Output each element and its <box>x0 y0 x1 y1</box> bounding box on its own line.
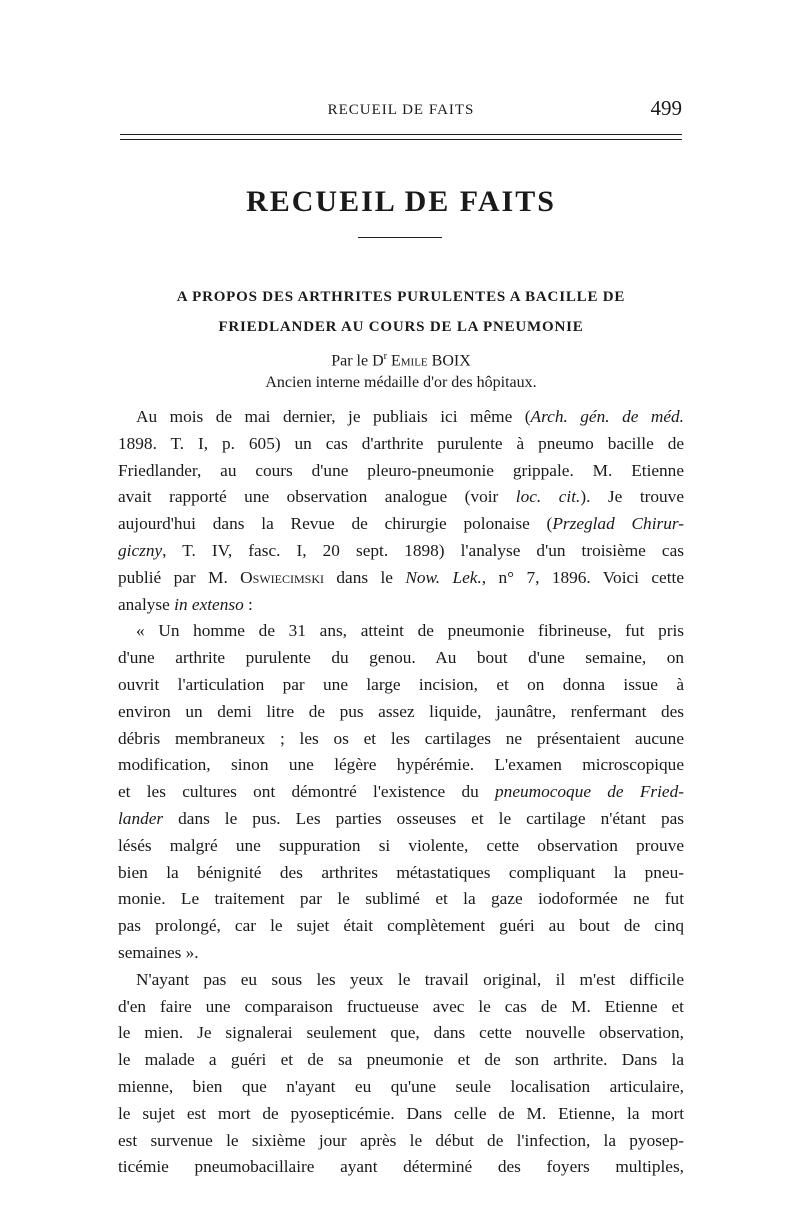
body-line: ticémie pneumobacillaire ayant déterminé des foyers multiples, <box>118 1157 684 1177</box>
article-title <box>120 282 682 342</box>
body-line: est survenue le sixième jour après le début de l'infection, la pyosep- <box>118 1130 684 1150</box>
body-line: 1898. T. I, p. 605) un cas d'arthrite purulente à pneumo bacille de <box>118 433 684 453</box>
article-body <box>118 404 684 1181</box>
body-line: le malade a guéri et de sa pneumonie et de son arthrite. Dans la <box>118 1050 684 1070</box>
body-line: N'ayant pas eu sous les yeux le travail original, il m'est difficile <box>136 969 684 989</box>
body-line: mienne, bien que n'ayant eu qu'une seule localisation articulaire, <box>118 1076 684 1096</box>
body-line: le sujet est mort de pyosepticémie. Dans celle de M. Etienne, la mort <box>118 1103 684 1123</box>
body-line: monie. Le traitement par le sublimé et la gaze iodoformée ne fut <box>118 889 684 909</box>
body-line: avait rapporté une observation analogue (voir loc. cit.). Je trouve <box>118 487 684 507</box>
running-head <box>120 96 682 126</box>
byline-title-sup: r <box>383 351 387 362</box>
body-line: modification, sinon une légère hypérémie. L'examen microscopique <box>118 755 684 775</box>
body-line: analyse in extenso : <box>118 594 253 614</box>
body-line: ouvrit l'articulation par une large incision, et on donna issue à <box>118 674 684 694</box>
body-line: d'en faire une comparaison fructueuse avec le cas de M. Etienne et <box>118 996 684 1016</box>
author-affiliation: Ancien interne médaille d'or des hôpitaux. <box>265 374 537 392</box>
body-line: Friedlander, au cours d'une pleuro-pneumonie grippale. M. Etienne <box>118 460 684 480</box>
article-title-line-2: FRIEDLANDER AU COURS DE LA PNEUMONIE <box>218 319 584 335</box>
body-line: Au mois de mai dernier, je publiais ici même (Arch. gén. de méd. <box>136 407 684 426</box>
body-line: d'une arthrite purulente du genou. Au bout d'une semaine, on <box>118 648 684 668</box>
running-title: RECUEIL DE FAITS <box>327 102 475 118</box>
author-line <box>120 346 682 372</box>
article-title-line-1: A PROPOS DES ARTHRITES PURULENTES A BACILLE DE <box>176 289 626 305</box>
section-title: RECUEIL DE FAITS <box>246 185 556 218</box>
body-line: lander dans le pus. Les parties osseuses et le cartilage n'étant pas <box>118 808 684 828</box>
author-last-name: BOIX <box>431 352 471 370</box>
body-line: « Un homme de 31 ans, atteint de pneumonie fibrineuse, fut pris <box>136 621 684 641</box>
body-line: le mien. Je signalerai seulement que, dans cette nouvelle observation, <box>118 1023 684 1043</box>
body-line: débris membraneux ; les os et les cartilages ne présentaient aucune <box>118 728 684 748</box>
body-line: et les cultures ont démontré l'existence du pneumocoque de Fried- <box>118 782 684 802</box>
byline-prefix: Par le D <box>331 352 384 370</box>
page-number: 499 <box>650 96 682 120</box>
body-line: publié par M. Oswiecimski dans le Now. Lek., n° 7, 1896. Voici cette <box>118 567 684 587</box>
body-line: environ un demi litre de pus assez liquide, jaunâtre, renfermant des <box>118 701 684 721</box>
header-rule-top <box>120 134 682 135</box>
body-line: bien la bénignité des arthrites métastatiques compliquant la pneu- <box>118 862 684 882</box>
author-first-name: Emile <box>391 352 428 370</box>
byline <box>120 346 682 394</box>
body-line: pas prolongé, car le sujet était complètement guéri au bout de cinq <box>118 916 684 936</box>
body-line: lésés malgré une suppuration si violente, cette observation prouve <box>118 835 684 855</box>
body-line: aujourd'hui dans la Revue de chirurgie polonaise (Przeglad Chirur- <box>118 514 684 534</box>
header-rule-bottom <box>120 139 682 140</box>
body-line: giczny, T. IV, fasc. I, 20 sept. 1898) l'analyse d'un troisième cas <box>118 540 684 560</box>
body-line: semaines ». <box>118 942 199 962</box>
section-title-rule <box>358 237 442 238</box>
